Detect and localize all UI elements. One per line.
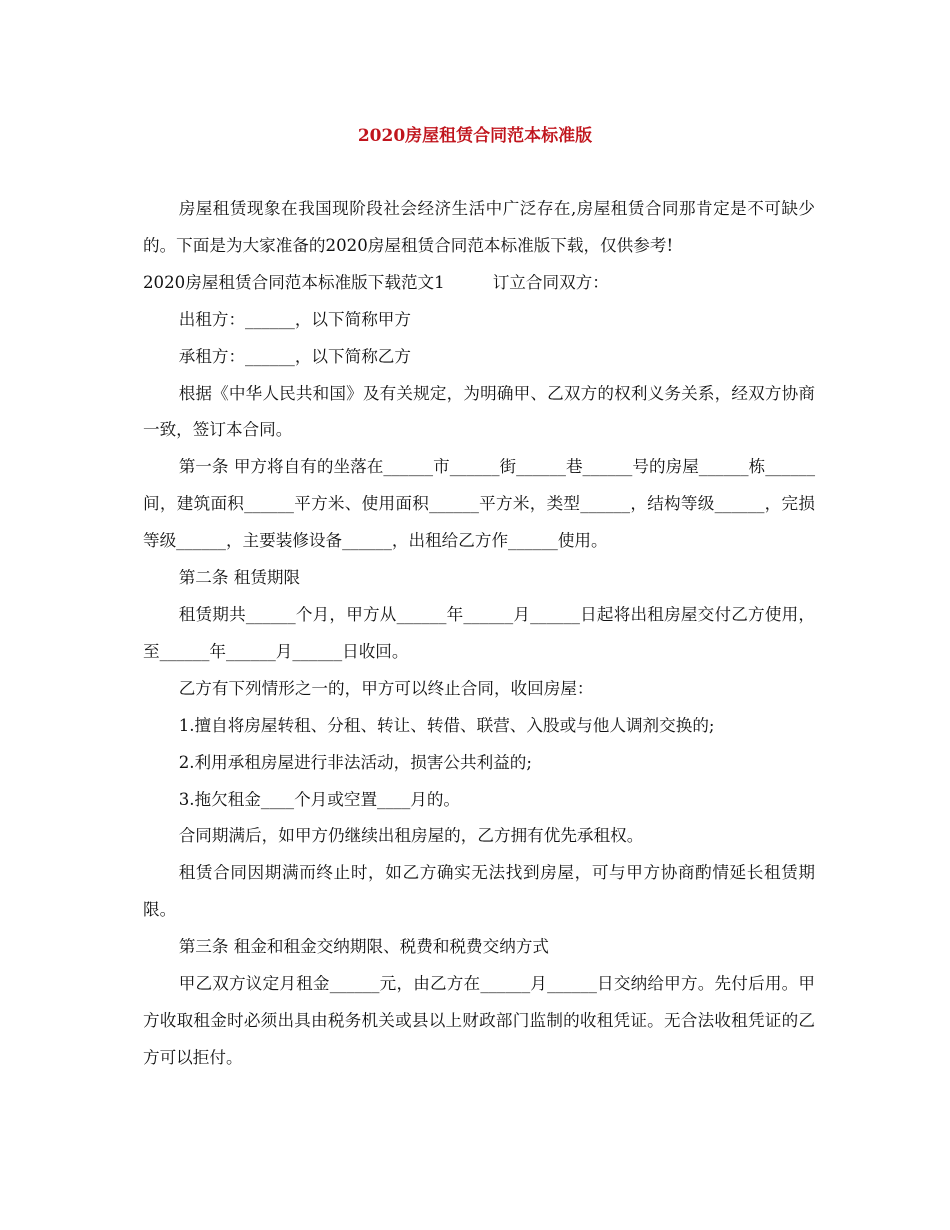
parties-label: 订立合同双方： xyxy=(492,272,609,292)
lessor-line: 出租方：______，以下简称甲方 xyxy=(178,309,411,329)
document-title: 2020房屋租赁合同范本标准版 xyxy=(357,126,593,146)
article-2-heading: 第二条 租赁期限 xyxy=(178,568,301,588)
lessee-line: 承租方：______，以下简称乙方 xyxy=(178,346,411,366)
termination-item-3: 3.拖欠租金____个月或空置____月的。 xyxy=(178,789,461,809)
sample-title: 2020房屋租赁合同范本标准版下载范文1 xyxy=(143,272,445,292)
extension-paragraph: 租赁合同因期满而终止时，如乙方确实无法找到房屋，可与甲方协商酌情延长租赁期限。 xyxy=(143,863,815,920)
termination-intro: 乙方有下列情形之一的，甲方可以终止合同，收回房屋： xyxy=(178,678,594,698)
article-3-heading: 第三条 租金和租金交纳期限、税费和税费交纳方式 xyxy=(178,937,550,957)
termination-item-2: 2.利用承租房屋进行非法活动，损害公共利益的; xyxy=(178,752,532,772)
sample-heading-line xyxy=(143,265,815,302)
termination-item-1: 1.擅自将房屋转租、分租、转让、转借、联营、入股或与他人调剂交换的; xyxy=(178,715,715,735)
lease-term-paragraph: 租赁期共______个月，甲方从______年______月______日起将出租房屋交付乙方使用，至______年______月______日收回。 xyxy=(143,604,815,661)
renewal-priority-paragraph: 合同期满后，如甲方仍继续出租房屋的，乙方拥有优先承租权。 xyxy=(178,826,644,846)
basis-paragraph: 根据《中华人民共和国》及有关规定，为明确甲、乙双方的权利义务关系，经双方协商一致，签订本合同。 xyxy=(143,383,815,440)
rent-payment-paragraph: 甲乙双方议定月租金______元，由乙方在______月______日交纳给甲方。先付后用。甲方收取租金时必须出具由税务机关或县以上财政部门监制的收租凭证。无合法收租凭证的乙方可以拒付。 xyxy=(143,974,815,1067)
intro-paragraph: 房屋租赁现象在我国现阶段社会经济生活中广泛存在,房屋租赁合同那肯定是不可缺少的。下面是为大家准备的2020房屋租赁合同范本标准版下载，仅供参考! xyxy=(143,199,815,255)
document-body xyxy=(143,191,815,1077)
article-1-paragraph: 第一条 甲方将自有的坐落在______市______街______巷______号的房屋______栋______间，建筑面积______平方米、使用面积______平方米，类型______，结构等级______，完损等级______，主要装修设备______，出租给乙方作______使用。 xyxy=(143,457,815,551)
